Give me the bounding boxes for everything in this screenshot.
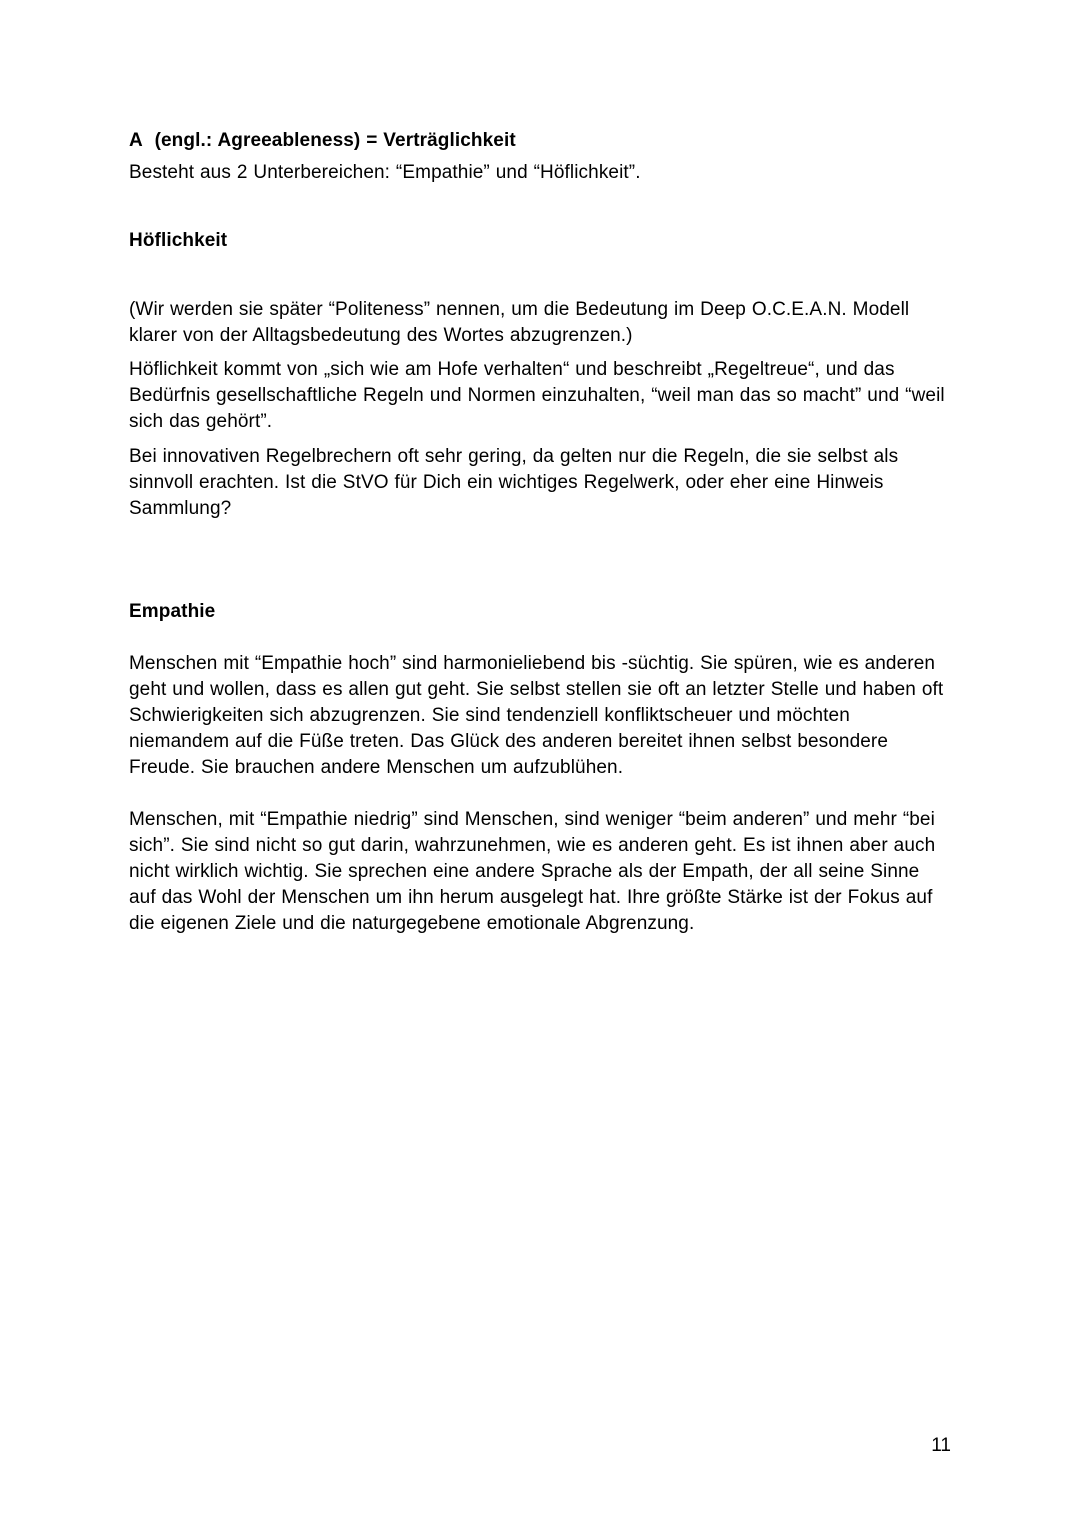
paragraph-empathie-hoch: Menschen mit “Empathie hoch” sind harmonieliebend bis -süchtig. Sie spüren, wie es anderen geht und wollen, dass es allen gut geht. Sie selbst stellen sie oft an letzter Stelle und haben oft Schwierigkeiten sich abzugrenzen. Sie sind tendenziell konfliktscheuer und möchten niemandem auf die Füße treten. Das Glück des anderen bereitet ihnen selbst besondere Freude. Sie brauchen andere Menschen um aufzublühen. — [129, 653, 944, 778]
empathie-heading: Empathie — [129, 601, 216, 622]
page-number: 11 — [931, 1435, 951, 1456]
paragraph-politeness-note: (Wir werden sie später “Politeness” nennen, um die Bedeutung im Deep O.C.E.A.N. Modell klarer von der Alltagsbedeutung des Wortes abzugrenzen.) — [129, 299, 910, 346]
section-a-heading: A (engl.: Agreeableness) = Verträglichkeit — [129, 130, 516, 151]
hoeflichkeit-heading: Höflichkeit — [129, 230, 228, 251]
paragraph-regelbrecher: Bei innovativen Regelbrechern oft sehr gering, da gelten nur die Regeln, die sie selbst als sinnvoll erachten. Ist die StVO für Dich ein wichtiges Regelwerk, oder eher eine Hinweis Sammlung? — [129, 446, 899, 519]
section-a-intro: Besteht aus 2 Unterbereichen: “Empathie” und “Höflichkeit”. — [129, 162, 641, 183]
paragraph-empathie-niedrig: Menschen, mit “Empathie niedrig” sind Menschen, sind weniger “beim anderen” und mehr “bei sich”. Sie sind nicht so gut darin, wahrzunehmen, wie es anderen geht. Es ist ihnen aber auch nicht wirklich wichtig. Sie sprechen eine andere Sprache als der Empath, der all seine Sinne auf das Wohl der Menschen um ihn herum ausgelegt hat. Ihre größte Stärke ist der Fokus auf die eigenen Ziele und die naturgegebene emotionale Abgrenzung. — [129, 809, 936, 934]
paragraph-hoeflichkeit-herkunft: Höflichkeit kommt von „sich wie am Hofe verhalten“ und beschreibt „Regeltreue“, und das Bedürfnis gesellschaftliche Regeln und Normen einzuhalten, “weil man das so macht” und “weil sich das gehört”. — [129, 359, 945, 432]
page-content — [129, 128, 951, 937]
